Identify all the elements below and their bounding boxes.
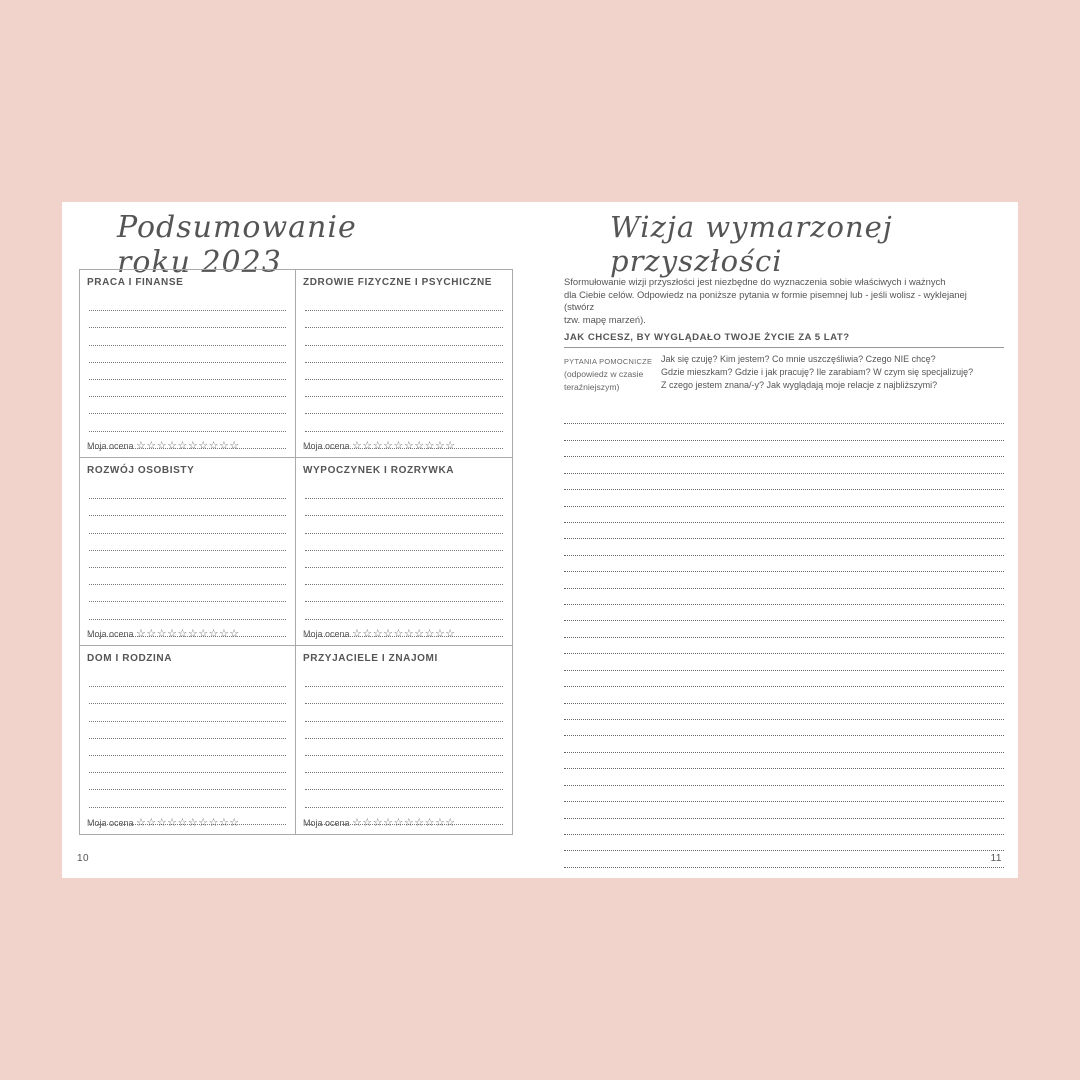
life-area-cell (296, 458, 512, 646)
helper-question: Jak się czuję? Kim jestem? Co mnie uszczęśliwia? Czego NIE chcę? (661, 354, 936, 364)
dotted-line[interactable] (305, 722, 503, 739)
dotted-line[interactable] (564, 408, 1004, 424)
dotted-line[interactable] (564, 704, 1004, 720)
dotted-line[interactable] (89, 722, 286, 739)
dotted-line[interactable] (564, 720, 1004, 736)
star-rating-icon[interactable]: ☆☆☆☆☆☆☆☆☆☆ (136, 439, 240, 452)
dotted-line[interactable] (564, 441, 1004, 457)
life-area-cell (80, 646, 296, 834)
rating-row (87, 816, 240, 829)
dotted-line[interactable] (89, 551, 286, 568)
dotted-line[interactable] (89, 534, 286, 551)
dotted-line[interactable] (564, 769, 1004, 785)
dotted-line[interactable] (564, 474, 1004, 490)
rating-label: Moja ocena (87, 629, 134, 639)
page-number: 11 (990, 853, 1002, 864)
life-area-title: ZDROWIE FIZYCZNE I PSYCHICZNE (303, 277, 493, 288)
dotted-line[interactable] (305, 790, 503, 807)
dotted-line[interactable] (564, 654, 1004, 670)
star-rating-icon[interactable]: ☆☆☆☆☆☆☆☆☆☆ (352, 627, 456, 640)
life-area-cell (296, 646, 512, 834)
life-area-title: PRACA I FINANSE (87, 277, 184, 288)
rating-label: Moja ocena (303, 629, 350, 639)
helper-label (564, 355, 656, 394)
dotted-line[interactable] (89, 482, 286, 499)
dotted-line[interactable] (564, 457, 1004, 473)
dotted-line[interactable] (305, 346, 503, 363)
dotted-line[interactable] (305, 311, 503, 328)
rating-row (303, 439, 456, 452)
planner-spread (62, 202, 1018, 878)
life-area-title: ROZWÓJ OSOBISTY (87, 465, 195, 476)
dotted-line[interactable] (564, 638, 1004, 654)
dotted-line[interactable] (89, 294, 286, 311)
life-area-cell (80, 270, 296, 458)
main-question: JAK CHCESZ, BY WYGLĄDAŁO TWOJE ŻYCIE ZA 5 LAT? (564, 332, 1004, 348)
page-title: Podsumowanie roku 2023 (117, 210, 357, 280)
dotted-line[interactable] (305, 670, 503, 687)
life-area-cell (296, 270, 512, 458)
helper-question: Gdzie mieszkam? Gdzie i jak pracuję? Ile zarabiam? W czym się specjalizuję? (661, 367, 974, 377)
writing-lines[interactable] (89, 482, 286, 637)
writing-lines[interactable] (564, 408, 1004, 868)
dotted-line[interactable] (89, 311, 286, 328)
rating-label: Moja ocena (303, 818, 350, 828)
star-rating-icon[interactable]: ☆☆☆☆☆☆☆☆☆☆ (136, 816, 240, 829)
dotted-line[interactable] (564, 819, 1004, 835)
dotted-line[interactable] (305, 551, 503, 568)
right-page (540, 202, 1018, 878)
dotted-line[interactable] (305, 773, 503, 790)
dotted-line[interactable] (89, 397, 286, 414)
dotted-line[interactable] (564, 523, 1004, 539)
dotted-line[interactable] (564, 736, 1004, 752)
dotted-line[interactable] (89, 687, 286, 704)
writing-lines[interactable] (305, 294, 503, 449)
page-title: Wizja wymarzonej przyszłości (610, 210, 893, 278)
dotted-line[interactable] (305, 568, 503, 585)
dotted-line[interactable] (564, 556, 1004, 572)
dotted-line[interactable] (305, 704, 503, 721)
life-area-title: WYPOCZYNEK I ROZRYWKA (303, 465, 455, 476)
dotted-line[interactable] (89, 380, 286, 397)
dotted-line[interactable] (89, 346, 286, 363)
writing-lines[interactable] (305, 482, 503, 637)
dotted-line[interactable] (305, 739, 503, 756)
life-area-cell (80, 458, 296, 646)
dotted-line[interactable] (564, 572, 1004, 588)
dotted-line[interactable] (564, 802, 1004, 818)
dotted-line[interactable] (564, 621, 1004, 637)
dotted-line[interactable] (89, 739, 286, 756)
dotted-line[interactable] (305, 328, 503, 345)
dotted-line[interactable] (305, 516, 503, 533)
dotted-line[interactable] (89, 499, 286, 516)
writing-lines[interactable] (305, 670, 503, 825)
dotted-line[interactable] (305, 534, 503, 551)
dotted-line[interactable] (564, 687, 1004, 703)
rating-label: Moja ocena (87, 818, 134, 828)
helper-note: (odpowiedz w czasie (564, 369, 644, 379)
dotted-line[interactable] (305, 602, 503, 619)
dotted-line[interactable] (564, 507, 1004, 523)
dotted-line[interactable] (89, 790, 286, 807)
rating-row (87, 627, 240, 640)
dotted-line[interactable] (564, 490, 1004, 506)
rating-label: Moja ocena (303, 441, 350, 451)
writing-lines[interactable] (89, 670, 286, 825)
dotted-line[interactable] (564, 589, 1004, 605)
dotted-line[interactable] (564, 753, 1004, 769)
dotted-line[interactable] (564, 539, 1004, 555)
writing-lines[interactable] (89, 294, 286, 449)
dotted-line[interactable] (305, 482, 503, 499)
life-area-title: DOM I RODZINA (87, 653, 173, 664)
dotted-line[interactable] (89, 585, 286, 602)
intro-line: tzw. mapę marzeń). (564, 313, 646, 325)
dotted-line[interactable] (89, 756, 286, 773)
dotted-line[interactable] (89, 516, 286, 533)
dotted-line[interactable] (89, 568, 286, 585)
dotted-line[interactable] (89, 704, 286, 721)
rating-row (87, 439, 240, 452)
intro-line: Sformułowanie wizji przyszłości jest niezbędne do wyznaczenia sobie właściwych i ważnych (564, 276, 946, 287)
dotted-line[interactable] (564, 835, 1004, 851)
dotted-line[interactable] (305, 414, 503, 431)
star-rating-icon[interactable]: ☆☆☆☆☆☆☆☆☆☆ (352, 439, 456, 452)
dotted-line[interactable] (305, 380, 503, 397)
dotted-line[interactable] (89, 602, 286, 619)
rating-label: Moja ocena (87, 441, 134, 451)
dotted-line[interactable] (564, 851, 1004, 867)
dotted-line[interactable] (305, 294, 503, 311)
dotted-line[interactable] (305, 499, 503, 516)
intro-text (564, 276, 992, 326)
intro-line: dla Ciebie celów. Odpowiedz na poniższe pytania w formie pisemnej lub - jeśli wolisz - wyklejanej (stwórz (564, 288, 967, 312)
helper-question: Z czego jestem znana/-y? Jak wyglądają moje relacje z najbliższymi? (661, 380, 938, 390)
dotted-line[interactable] (305, 397, 503, 414)
dotted-line[interactable] (89, 328, 286, 345)
dotted-line[interactable] (305, 363, 503, 380)
life-area-title: PRZYJACIELE I ZNAJOMI (303, 653, 438, 664)
helper-questions (661, 353, 1001, 392)
page-number: 10 (77, 853, 90, 864)
life-areas-grid (79, 269, 513, 835)
star-rating-icon[interactable]: ☆☆☆☆☆☆☆☆☆☆ (136, 627, 240, 640)
rating-row (303, 627, 456, 640)
dotted-line[interactable] (564, 605, 1004, 621)
rating-row (303, 816, 456, 829)
dotted-line[interactable] (89, 670, 286, 687)
dotted-line[interactable] (89, 363, 286, 380)
dotted-line[interactable] (564, 424, 1004, 440)
dotted-line[interactable] (89, 414, 286, 431)
dotted-line[interactable] (564, 671, 1004, 687)
dotted-line[interactable] (305, 687, 503, 704)
dotted-line[interactable] (564, 786, 1004, 802)
star-rating-icon[interactable]: ☆☆☆☆☆☆☆☆☆☆ (352, 816, 456, 829)
dotted-line[interactable] (305, 585, 503, 602)
dotted-line[interactable] (305, 756, 503, 773)
helper-title: PYTANIA POMOCNICZE (564, 357, 653, 366)
dotted-line[interactable] (89, 773, 286, 790)
left-page (62, 202, 540, 878)
helper-note: teraźniejszym) (564, 382, 620, 392)
